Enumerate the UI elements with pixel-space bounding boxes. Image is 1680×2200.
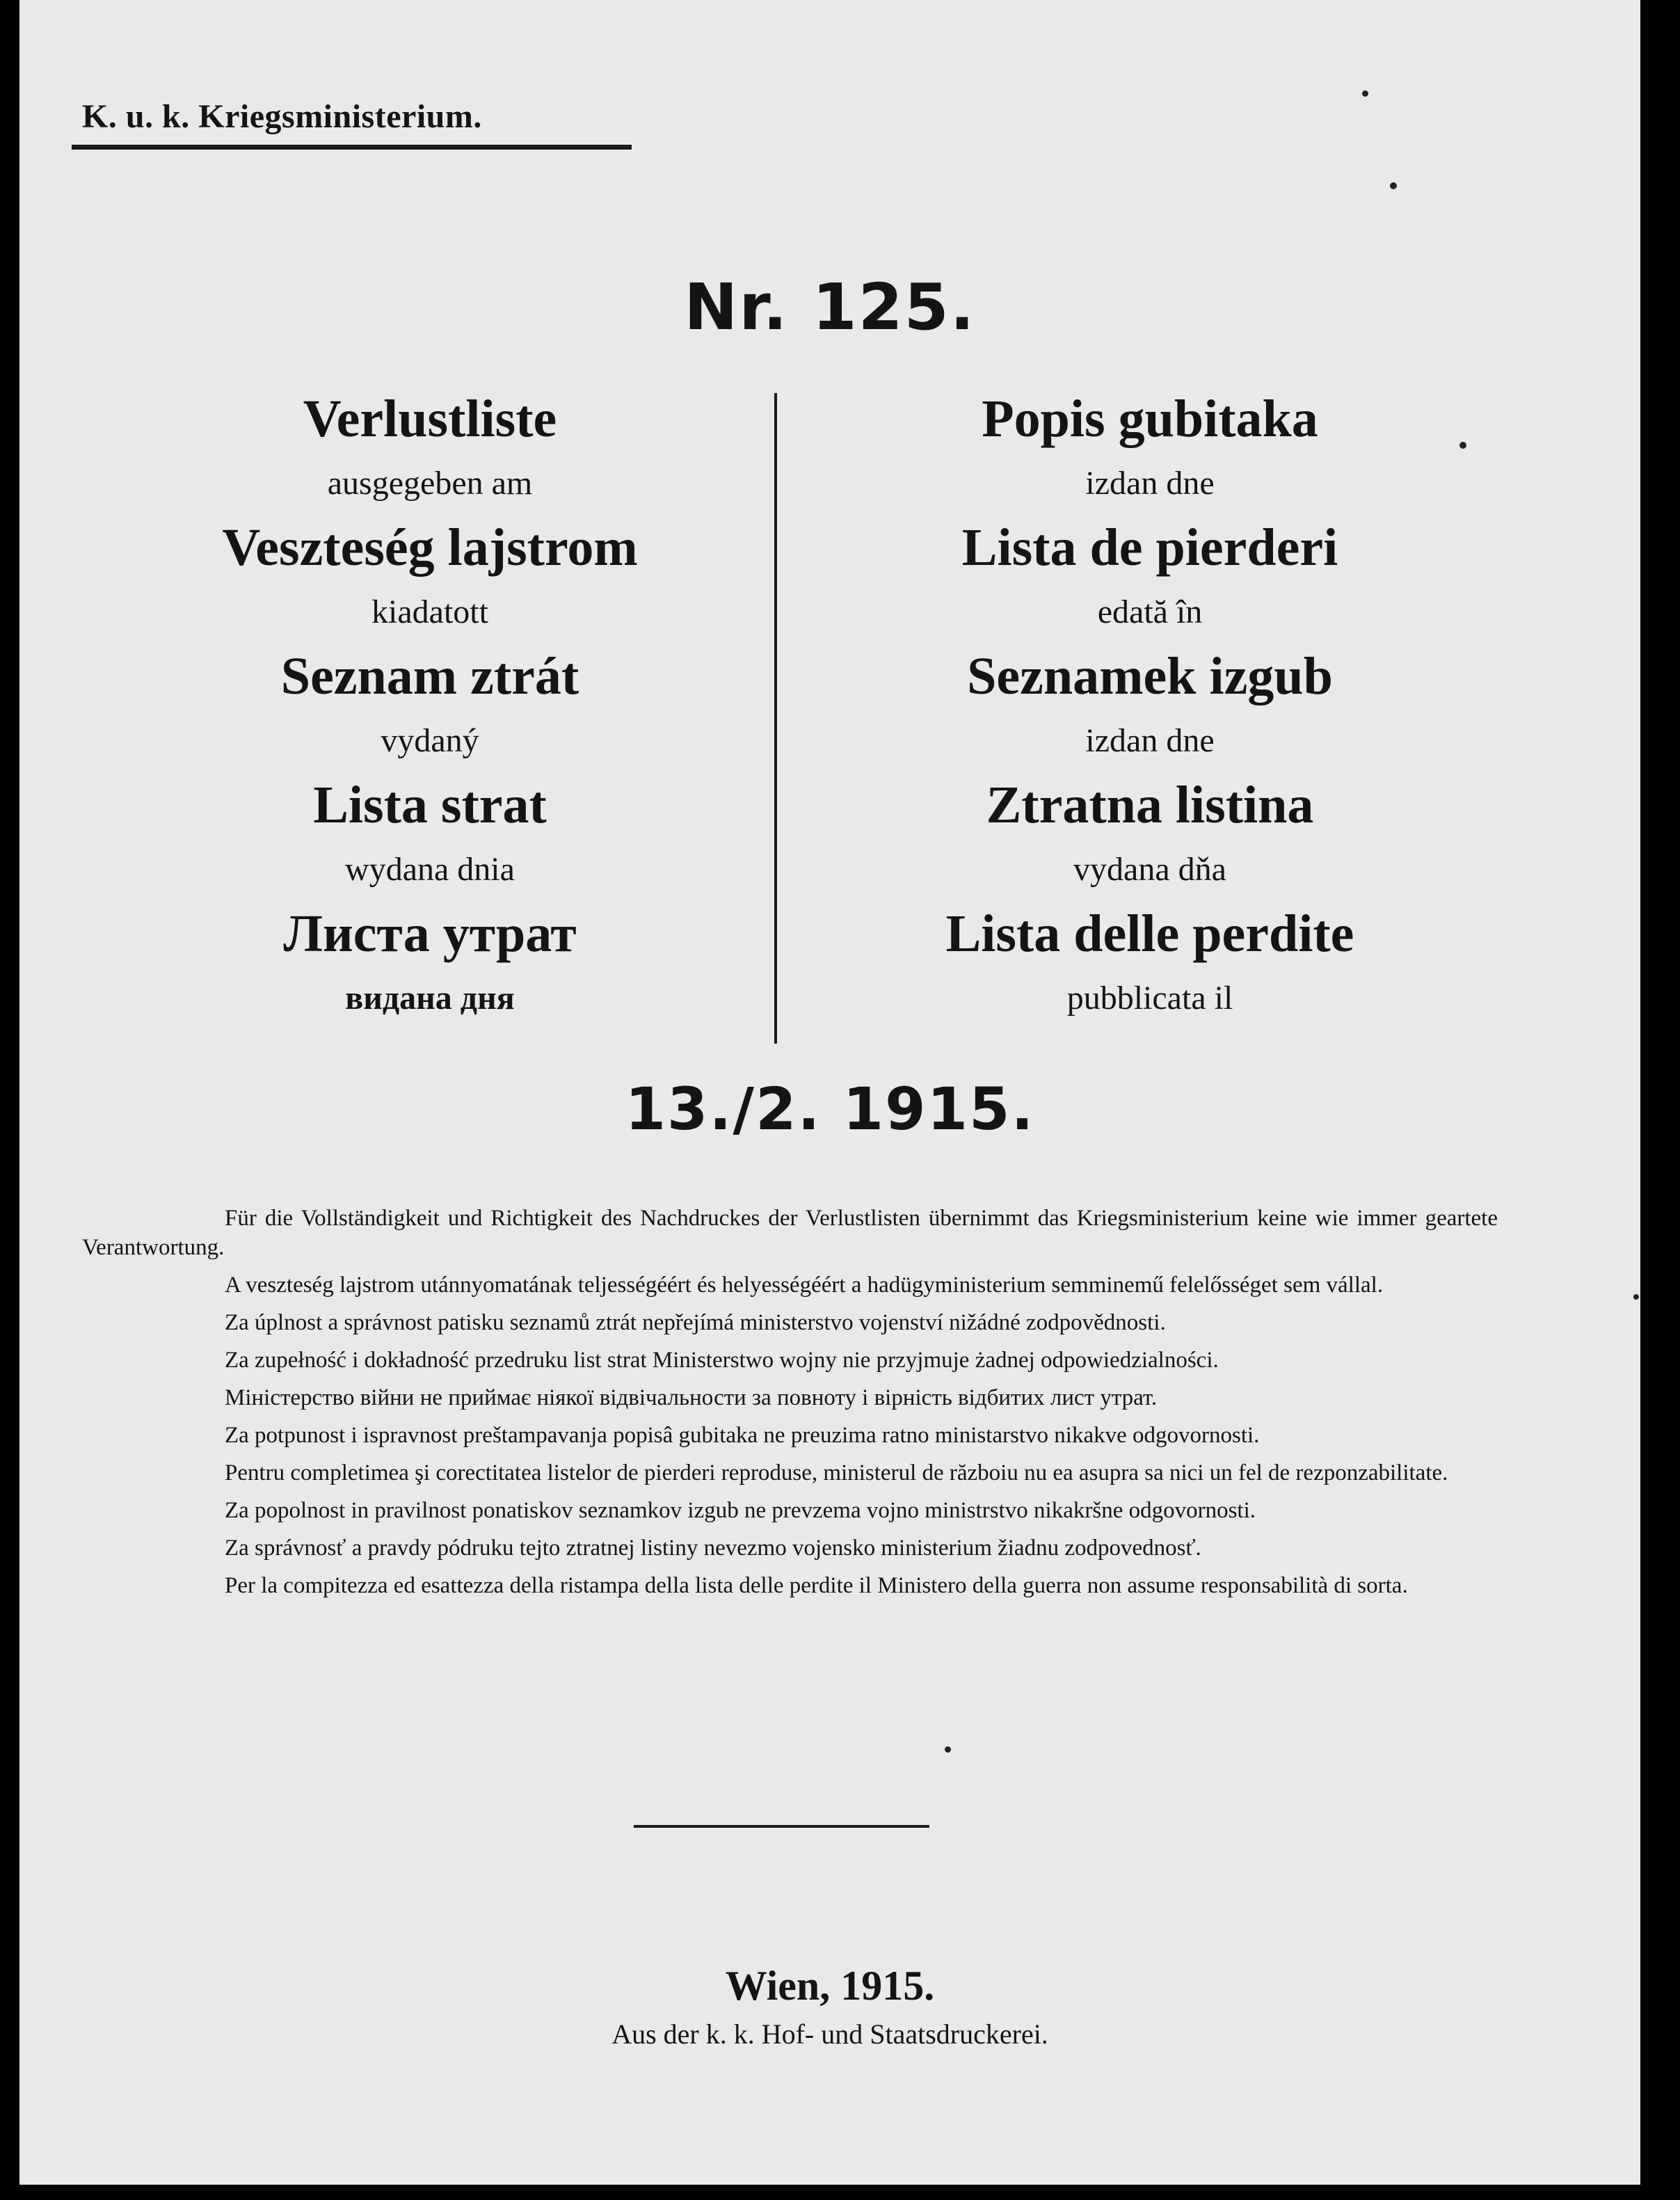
disclaimer-paragraph: Za popolnost in pravilnost ponatiskov seznamkov izgub ne prevzema vojno ministrstvo nikakršne odgovornosti.: [225, 1498, 1256, 1523]
disclaimer-paragraph: Pentru completimea şi corectitatea listelor de pierderi reproduse, ministerul de războiu nu ea asupra sa nici un fel de rezponzabilitate.: [225, 1460, 1448, 1485]
disclaimer-paragraph: Za potpunost i ispravnost preštampavanja popisâ gubitaka ne preuzima ratno ministarstvo nikakve odgovornosti.: [225, 1423, 1260, 1448]
list-title: Lista delle perdite: [945, 904, 1354, 963]
issued-label: kiadatott: [371, 593, 488, 630]
list-title: Ztratna listina: [986, 776, 1314, 834]
scan-edge: [1640, 0, 1680, 2200]
disclaimer-paragraph: Za zupełność i dokładność przedruku list strat Ministerstwo wojny nie przyjmuje żadnej odpowiedzialności.: [225, 1348, 1219, 1373]
issued-label: edată în: [1097, 593, 1203, 630]
issued-label: wydana dnia: [345, 851, 515, 888]
issued-label: pubblicata il: [1066, 980, 1233, 1017]
list-title: Verlustliste: [303, 390, 557, 448]
disclaimer-paragraph: Za správnosť a pravdy pódruku tejto ztratnej listiny nevezmo vojensko ministerium žiadnu zodpovednosť.: [225, 1536, 1201, 1561]
disclaimer-block: [82, 1204, 1498, 1609]
disclaimer-paragraph: A veszteség lajstrom utánnyomatának teljességéért és helyességéért a hadügyministerium semminemű felelősséget sem vállal.: [225, 1273, 1384, 1298]
imprint-printer: Aus der k. k. Hof- und Staatsdruckerei.: [611, 2018, 1048, 2050]
header-underline: [72, 145, 632, 150]
ministry-header: K. u. k. Kriegsministerium.: [82, 98, 482, 135]
disclaimer-paragraph: Za úplnost a správnost patisku seznamů ztrát nepřejímá ministerstvo vojenství nižádné zodpovědnosti.: [225, 1310, 1166, 1335]
issue-date: 13./2. 1915.: [625, 1075, 1035, 1143]
list-title: Листа утрат: [283, 904, 577, 963]
issued-label: ausgegeben am: [327, 465, 533, 502]
title-column-left: [117, 381, 743, 1025]
issued-label: izdan dne: [1085, 465, 1215, 502]
paper-speck: [1362, 90, 1368, 97]
paper-speck: [1459, 442, 1466, 449]
title-column-right: [837, 381, 1463, 1025]
disclaimer-paragraph: Für die Vollständigkeit und Richtigkeit des Nachdruckes der Verlustlisten übernimmt das Kriegsministerium keine wie immer geartete Verantwortung.: [82, 1206, 1498, 1260]
list-title: Seznamek izgub: [967, 647, 1333, 706]
paper-speck: [1633, 1294, 1639, 1300]
list-title: Seznam ztrát: [280, 647, 579, 706]
column-divider: [774, 393, 777, 1044]
document-page: [19, 0, 1640, 2185]
disclaimer-paragraph: Per la compitezza ed esattezza della ristampa della lista delle perdite il Ministero della guerra non assume responsabilità di sorta.: [225, 1573, 1408, 1598]
imprint-place-year: Wien, 1915.: [725, 1963, 935, 2009]
issued-label: izdan dne: [1085, 722, 1215, 759]
list-title: Veszteség lajstrom: [222, 518, 638, 577]
footer-rule: [634, 1825, 929, 1828]
list-title: Lista de pierderi: [961, 518, 1338, 577]
issued-label: видана дня: [345, 980, 515, 1017]
paper-speck: [945, 1746, 951, 1753]
disclaimer-paragraph: Міністерство війни не приймає ніякої відвічальности за повноту і вірність відбитих лист утрат.: [225, 1385, 1158, 1410]
issued-label: vydana dňa: [1073, 851, 1226, 888]
list-title: Lista strat: [313, 776, 547, 834]
issued-label: vydaný: [381, 722, 479, 759]
paper-speck: [1390, 182, 1397, 189]
list-title: Popis gubitaka: [982, 390, 1318, 448]
issue-number: Nr. 125.: [684, 270, 976, 344]
